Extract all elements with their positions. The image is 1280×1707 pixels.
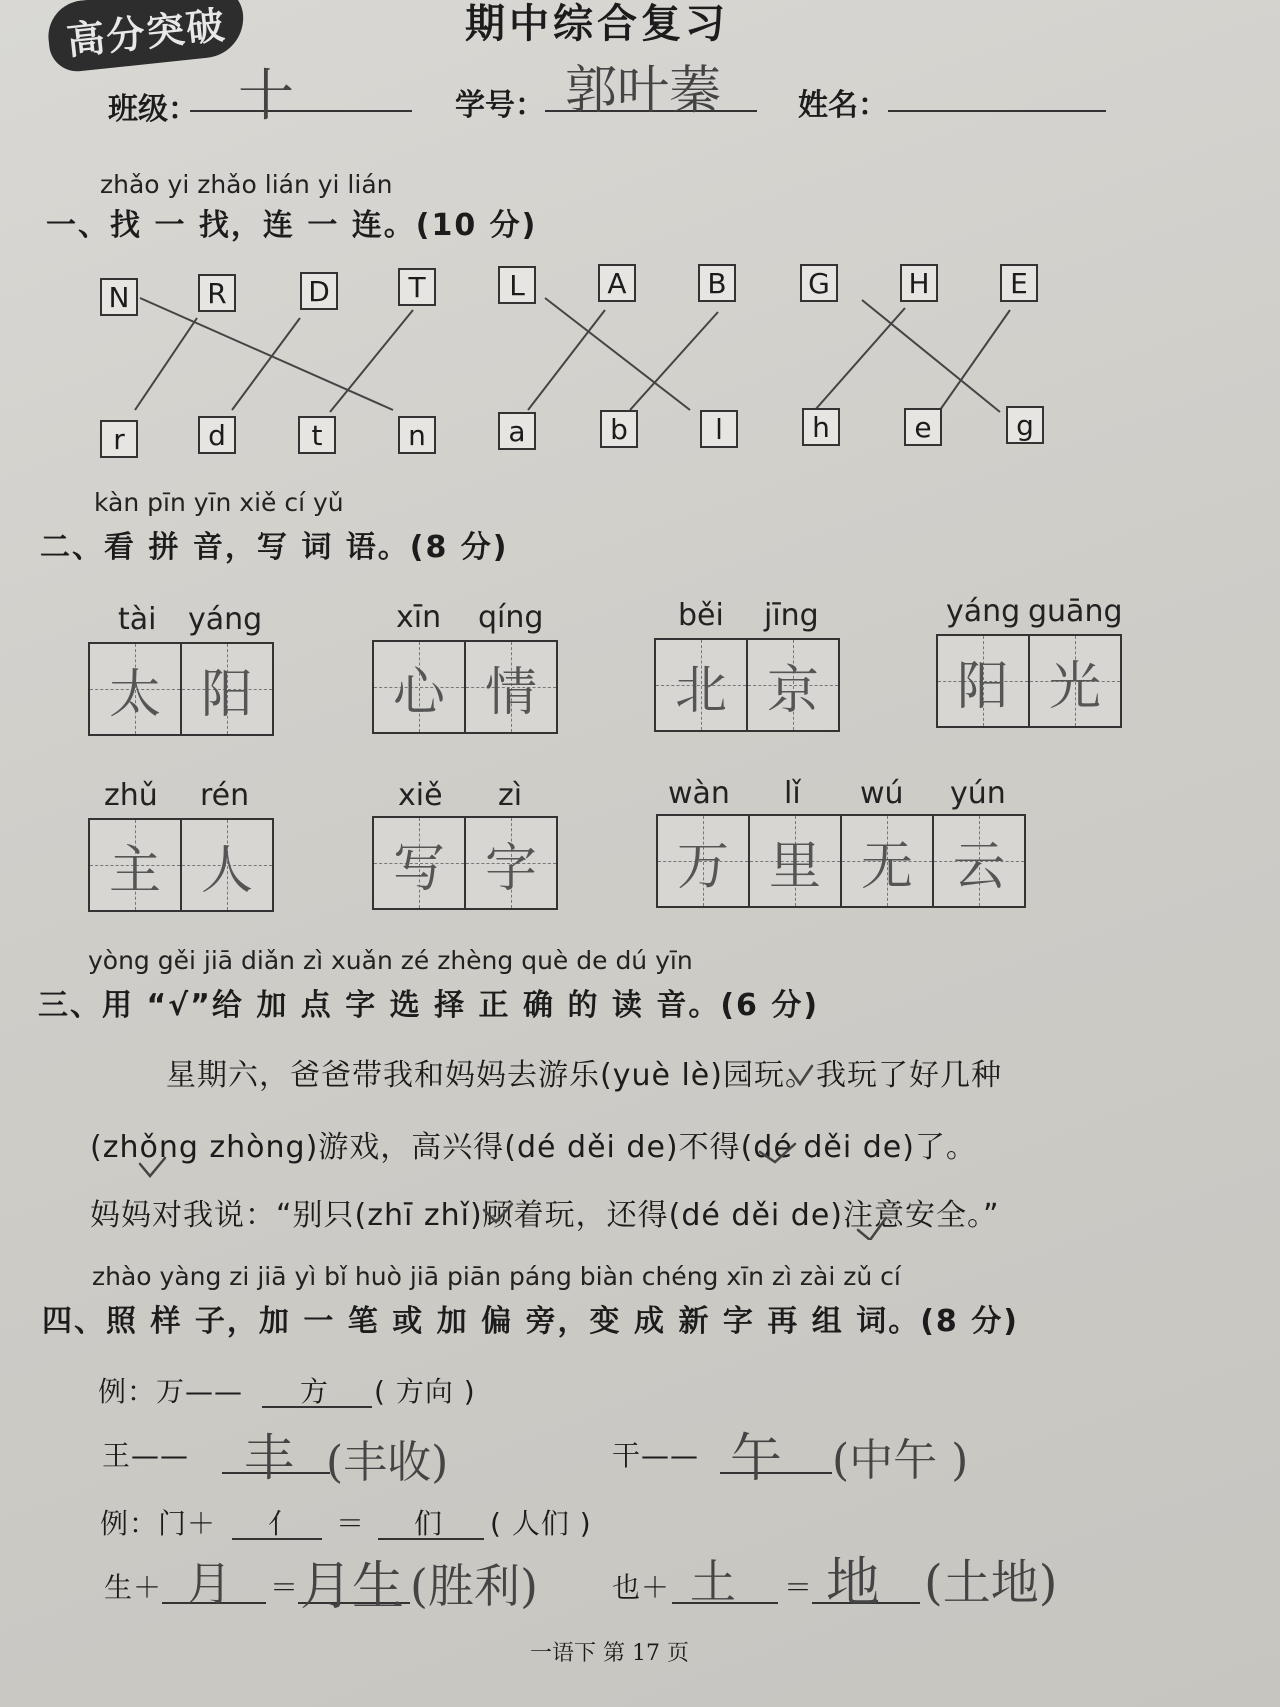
- example1-answer: 方: [300, 1375, 330, 1408]
- lower-letter: g: [1006, 406, 1044, 444]
- q4-equals: ＝: [784, 1571, 814, 1604]
- answer-char: 人: [200, 840, 253, 901]
- word-pinyin: xīn: [396, 600, 442, 635]
- q2-prompt: 干——: [612, 1439, 700, 1472]
- passage-line: 星期六，爸爸带我和妈妈去游乐(yuè lè)园玩。我玩了好几种: [166, 1058, 1002, 1093]
- example2-part: 亻: [268, 1507, 298, 1540]
- match-line-H-h: [815, 308, 905, 410]
- answer-char: 阳: [956, 656, 1009, 717]
- lower-letter: l: [700, 410, 738, 448]
- lower-letter: e: [904, 408, 942, 446]
- answer-char: 字: [484, 838, 537, 899]
- q4-answer: 地: [826, 1551, 880, 1614]
- q2-answer: 午: [730, 1429, 783, 1489]
- section2-heading: 二、看 拼 音，写 词 语。(8 分): [40, 530, 509, 565]
- example2-equals: ＝: [336, 1507, 366, 1540]
- q4-part: 土: [690, 1555, 736, 1609]
- word-pinyin: wú: [860, 776, 904, 811]
- writing-grid: [656, 814, 1026, 908]
- q1-word: (丰收): [326, 1437, 449, 1488]
- lower-letter: d: [198, 416, 236, 454]
- lower-letter: h: [802, 408, 840, 446]
- word-pinyin: rén: [200, 778, 250, 813]
- word-pinyin: běi: [678, 598, 724, 633]
- writing-grid: [654, 638, 840, 732]
- upper-letter: H: [900, 264, 938, 302]
- word-pinyin: zì: [498, 778, 523, 813]
- answer-char: 太: [108, 664, 161, 725]
- match-line-E-e: [940, 310, 1010, 410]
- example2-prompt: 例：门＋: [100, 1507, 217, 1540]
- writing-grid: [372, 640, 558, 734]
- page-title: 期中综合复习: [465, 0, 729, 47]
- writing-grid: [88, 642, 274, 736]
- brand-logo: 高分突破: [45, 0, 247, 74]
- name-label: 姓名：: [798, 88, 888, 123]
- checkmark: [140, 1158, 165, 1176]
- word-pinyin: lǐ: [784, 776, 801, 811]
- upper-letter: R: [198, 274, 236, 312]
- checkmark: [484, 1204, 512, 1222]
- lower-letter: t: [298, 416, 336, 454]
- q1-answer: 丰: [244, 1429, 294, 1487]
- checkmark: [858, 1218, 886, 1240]
- upper-letter: A: [598, 264, 636, 302]
- match-line-T-t: [330, 310, 413, 412]
- writing-grid: [88, 818, 274, 912]
- q3-answer: 月生: [300, 1557, 405, 1617]
- answer-checkmarks: [0, 1040, 1280, 1240]
- match-line-A-a: [528, 310, 605, 410]
- section1-heading: 一、找 一 找，连 一 连。(10 分): [46, 208, 538, 243]
- word-pinyin: guāng: [1028, 594, 1123, 629]
- upper-letter: B: [698, 264, 736, 302]
- upper-letter: N: [100, 278, 138, 316]
- id-label: 学号：: [455, 88, 545, 123]
- answer-char: 情: [484, 662, 537, 723]
- answer-char: 无: [860, 836, 913, 897]
- word-pinyin: yáng: [188, 602, 263, 637]
- q3-prompt: 生＋: [104, 1571, 163, 1604]
- word-pinyin: xiě: [398, 778, 443, 813]
- lower-letter: r: [100, 420, 138, 458]
- class-value: 十: [238, 64, 294, 129]
- answer-char: 阳: [200, 664, 253, 725]
- answer-char: 心: [392, 662, 445, 723]
- example2-answer: 们: [414, 1507, 444, 1540]
- word-pinyin: jīng: [764, 598, 819, 633]
- section4-heading: 四、照 样 子，加 一 笔 或 加 偏 旁，变 成 新 字 再 组 词。(8 分): [42, 1304, 1019, 1339]
- id-value: 郭叶蓁: [565, 61, 722, 121]
- upper-letter: E: [1000, 264, 1038, 302]
- section3-pinyin: yòng gěi jiā diǎn zì xuǎn zé zhèng què de dú yīn: [88, 946, 693, 975]
- matching-lines: [0, 0, 1280, 480]
- answer-char: 京: [766, 660, 819, 721]
- class-label: 班级：: [108, 92, 198, 127]
- lower-letter: a: [498, 412, 536, 450]
- passage-line: (zhǒng zhòng)游戏，高兴得(dé děi de)不得(dé děi de)了。: [90, 1130, 977, 1165]
- page-footer: 一语下 第 17 页: [530, 1641, 689, 1666]
- writing-grid: [936, 634, 1122, 728]
- q2-word: (中午 ): [832, 1435, 969, 1486]
- checkmark: [760, 1144, 795, 1162]
- match-line-L-l: [545, 298, 690, 410]
- example2-word: ( 人们 ): [490, 1507, 592, 1540]
- match-line-R-r: [135, 318, 197, 410]
- lower-letter: b: [600, 410, 638, 448]
- example1-word: ( 方向 ): [374, 1375, 476, 1408]
- upper-letter: T: [398, 268, 436, 306]
- q1-prompt: 王——: [102, 1439, 190, 1472]
- writing-grid: [372, 816, 558, 910]
- match-line-N-n: [140, 298, 393, 410]
- answer-char: 里: [768, 836, 821, 897]
- word-pinyin: zhǔ: [104, 778, 158, 813]
- answer-char: 主: [108, 840, 161, 901]
- upper-letter: D: [300, 272, 338, 310]
- lower-letter: n: [398, 416, 436, 454]
- answer-char: 万: [676, 836, 729, 897]
- upper-letter: L: [498, 266, 536, 304]
- checkmark: [790, 1066, 812, 1084]
- section3-heading: 三、用 “√”给 加 点 字 选 择 正 确 的 读 音。(6 分): [38, 988, 820, 1023]
- word-pinyin: wàn: [668, 776, 730, 811]
- word-pinyin: yáng: [946, 594, 1021, 629]
- answer-char: 北: [674, 660, 727, 721]
- example1-prompt: 例：万——: [98, 1375, 244, 1408]
- q4-word: (土地): [924, 1555, 1058, 1611]
- passage-line: 妈妈对我说：“别只(zhī zhǐ)顾着玩，还得(dé děi de)注意安全。”: [90, 1198, 1000, 1233]
- q3-part: 月: [186, 1557, 232, 1611]
- answer-char: 光: [1048, 656, 1101, 717]
- section4-pinyin: zhào yàng zi jiā yì bǐ huò jiā piān páng biàn chéng xīn zì zài zǔ cí: [92, 1262, 901, 1291]
- word-pinyin: yún: [950, 776, 1006, 811]
- word-pinyin: tài: [118, 602, 157, 637]
- match-line-G-g: [862, 300, 1000, 412]
- answer-char: 写: [392, 838, 445, 899]
- section1-pinyin: zhǎo yi zhǎo lián yi lián: [100, 170, 393, 199]
- answer-char: 云: [952, 836, 1005, 897]
- q4-prompt: 也＋: [612, 1571, 671, 1604]
- word-pinyin: qíng: [478, 600, 544, 635]
- q3-word: (胜利): [410, 1559, 538, 1613]
- q3-equals: ＝: [270, 1571, 300, 1604]
- match-line-B-b: [630, 312, 718, 410]
- section2-pinyin: kàn pīn yīn xiě cí yǔ: [94, 488, 344, 517]
- upper-letter: G: [800, 264, 838, 302]
